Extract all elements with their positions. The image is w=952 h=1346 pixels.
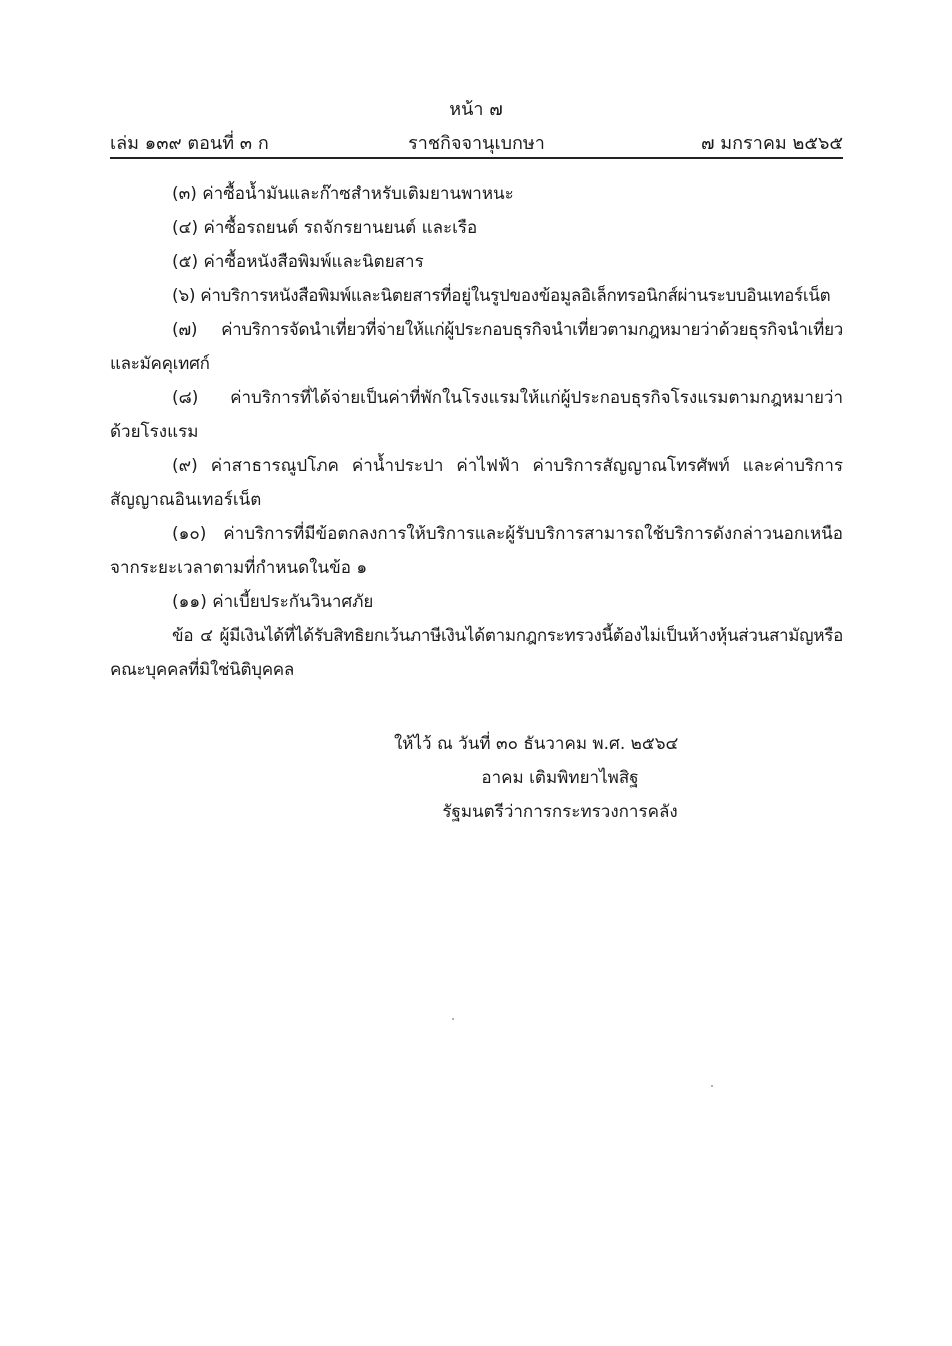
header-divider [110,157,843,159]
clause-paragraph: ข้อ ๔ ผู้มีเงินได้ที่ได้รับสิทธิยกเว้นภาษีเงินได้ตามกฎกระทรวงนี้ต้องไม่เป็นห้างหุ้นส่วนสามัญหรือคณะบุคคลที่มิใช่นิติบุคคล [110,626,843,680]
list-item: (๔) ค่าซื้อรถยนต์ รถจักรยานยนต์ และเรือ [172,218,478,238]
scan-speck [452,1018,454,1020]
document-body [110,177,843,687]
scan-speck [711,1085,713,1087]
list-item: (๕) ค่าซื้อหนังสือพิมพ์และนิตยสาร [172,252,424,272]
list-item: (๑๑) ค่าเบี้ยประกันวินาศภัย [172,592,374,612]
list-item: (๖) ค่าบริการหนังสือพิมพ์และนิตยสารที่อยู่ในรูปของข้อมูลอิเล็กทรอนิกส์ผ่านระบบอินเทอร์เน็ต [172,286,831,306]
list-item: (๘) ค่าบริการที่ได้จ่ายเป็นค่าที่พักในโรงแรมให้แก่ผู้ประกอบธุรกิจโรงแรมตามกฎหมายว่าด้วยโรงแรม [110,388,843,442]
given-date: ให้ไว้ ณ วันที่ ๓๐ ธันวาคม พ.ศ. ๒๕๖๔ [394,734,679,754]
running-header [110,128,843,152]
publication-title: ราชกิจจานุเบกษา [408,133,545,154]
list-item: (๗) ค่าบริการจัดนำเที่ยวที่จ่ายให้แก่ผู้ประกอบธุรกิจนำเที่ยวตามกฎหมายว่าด้วยธุรกิจนำเที่ยวและมัคคุเทศก์ [110,320,843,374]
publication-date: ๗ มกราคม ๒๕๖๕ [701,133,843,154]
list-item: (๓) ค่าซื้อน้ำมันและก๊าซสำหรับเติมยานพาหนะ [172,184,514,204]
list-item: (๑๐) ค่าบริการที่มีข้อตกลงการให้บริการและผู้รับบริการสามารถใช้บริการดังกล่าวนอกเหนือจากระยะเวลาตามที่กำหนดในข้อ ๑ [110,524,843,578]
page-number: หน้า ๗ [449,99,503,120]
volume-issue: เล่ม ๑๓๙ ตอนที่ ๓ ก [110,133,269,154]
signatory-position: รัฐมนตรีว่าการกระทรวงการคลัง [442,802,678,822]
list-item: (๙) ค่าสาธารณูปโภค ค่าน้ำประปา ค่าไฟฟ้า ค่าบริการสัญญาณโทรศัพท์ และค่าบริการสัญญาณอินเทอร์เน็ต [110,456,843,510]
signatory-name: อาคม เติมพิทยาไพสิฐ [481,768,639,788]
signature-block [370,727,750,829]
